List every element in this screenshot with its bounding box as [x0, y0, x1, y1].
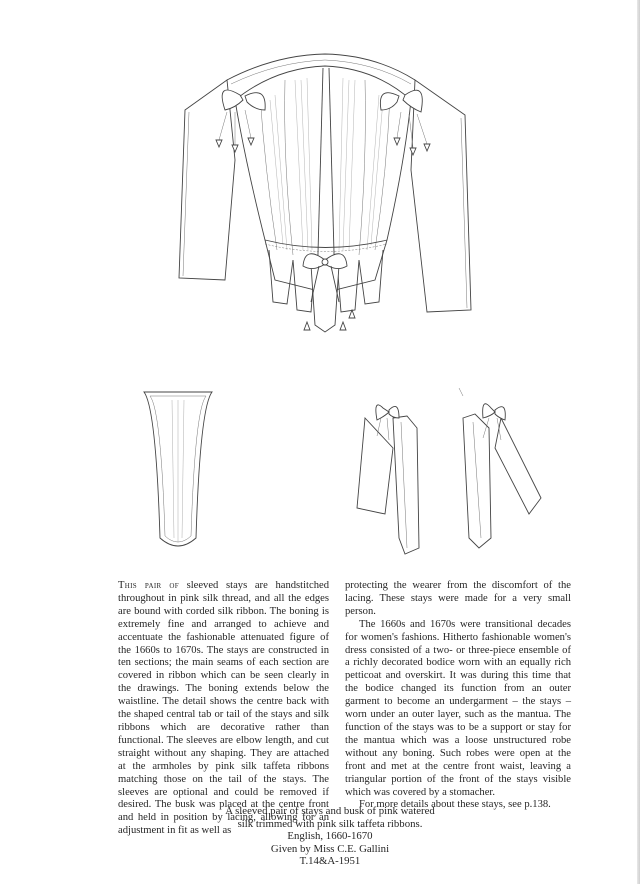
stays-side-view-left-drawing: [355, 388, 445, 558]
figure-caption: [150, 805, 510, 868]
caption-line-2: silk trimmed with pink silk taffeta ribbons.: [237, 817, 423, 830]
paragraph-text: sleeved stays are handstitched throughout in pink silk thread, and all the edges are bound with corded silk ribbon. The boning is extremely fine and arranged to achieve and accentuate the fashionable attenuated figure of the 1660s to 1670s. The stays are constructed in ten sections; the main seams of each section are covered in ribbon which can be seen clearly in the drawings. The boning extends below the waistline. The detail shows the centre back with the shaped central tab or tail of the stays and silk ribbons which are decorative rather than functional. The sleeves are elbow length, and cut straight without any shaping. They are attached at the armholes by pink silk taffeta ribbons matching those on the tail of the stays. The sleeves are optional and could be removed if desired. The busk was placed at the centre front and held in position by lacing, allowing for an adjustment in fit as well as: [118, 580, 329, 837]
body-paragraph-continuation: protecting the wearer from the discomfort of the lacing. These stays were made for a very small person.: [345, 580, 571, 617]
stays-back-view-drawing: [165, 40, 485, 340]
body-paragraph-2: The 1660s and 1670s were transitional decades for women's fashions. Hitherto fashionable women's dress consisted of a two- or three-piece ensemble of a richly decorated bodice worn with an equally rich petticoat and overskirt. It was during this time that the bodice changed its function from an outer garment to become an undergarment – the stays – worn under an outer layer, such as the mantua. The function of the stays was to be a support or stay for the mantua which was a loose unstructured robe without any boning. Such robes were open at the front and met at the centre front waist, leaving a triangular portion of the front of the stays visible which was covered by a stomacher.: [345, 618, 571, 798]
body-text-left-column: [118, 580, 329, 838]
caption-line-5: T.14&A-1951: [299, 855, 361, 868]
caption-line-1: A sleeved pair of stays and busk of pink watered: [225, 805, 435, 817]
lead-in: This pair of: [118, 580, 179, 591]
body-text-right-column: [345, 580, 571, 812]
busk-drawing: [140, 388, 216, 556]
caption-line-3: English, 1660-1670: [287, 830, 373, 843]
caption-line-4: Given by Miss C.E. Gallini: [270, 842, 390, 855]
body-paragraph-1: [118, 580, 329, 838]
stays-side-view-right-drawing: [455, 388, 575, 558]
body-paragraph-3: For more details about these stays, see p.138.: [359, 799, 551, 811]
